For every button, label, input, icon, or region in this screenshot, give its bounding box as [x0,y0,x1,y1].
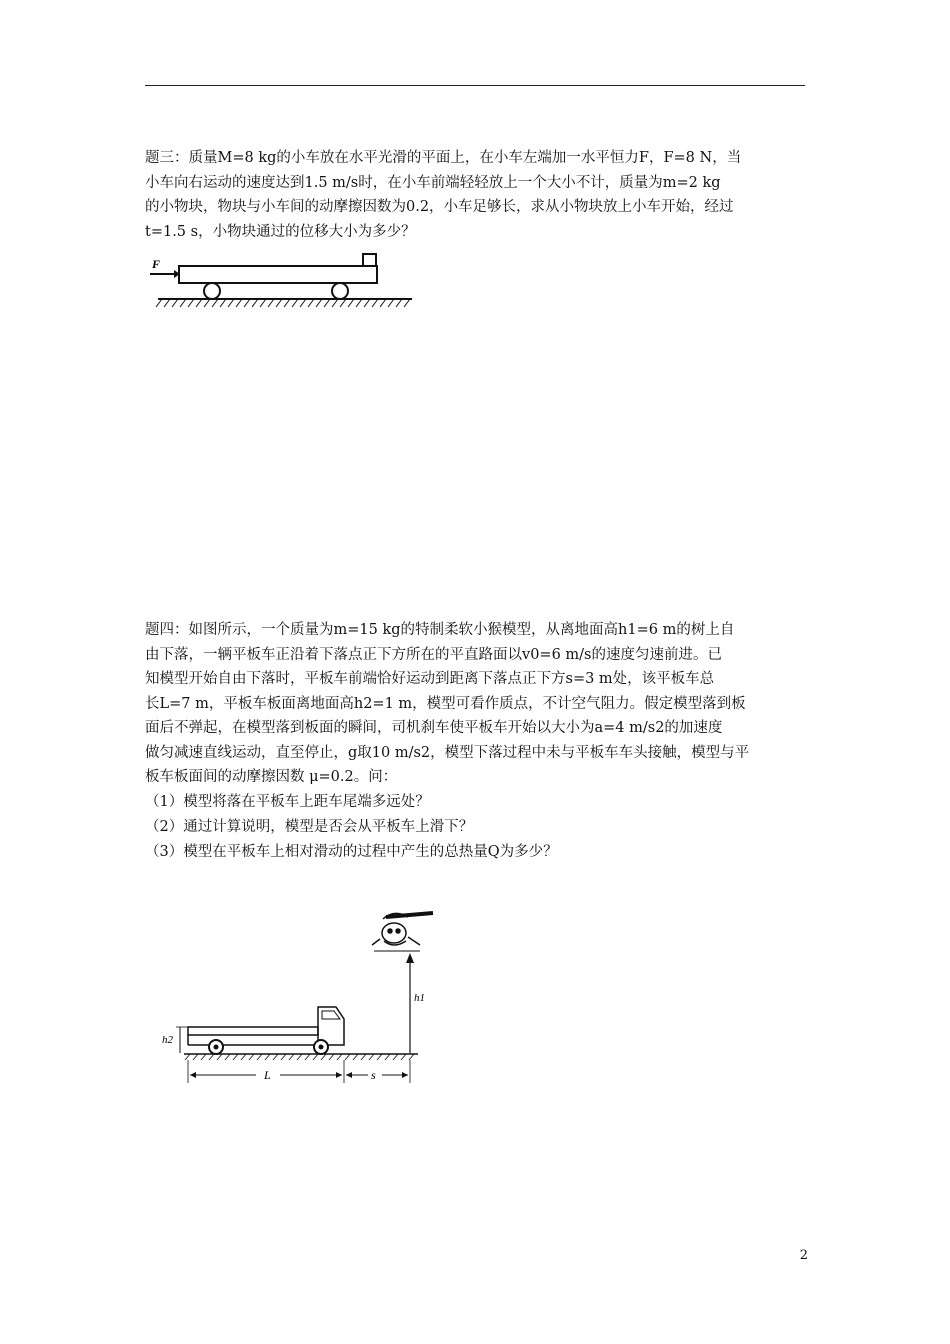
cart-wheel-right [332,283,348,299]
question-1: （1）模型将落在平板车上距车尾端多远处？ [145,794,430,810]
h1-label: h1 [414,992,425,1004]
page-number: 2 [799,1248,808,1263]
road-hatching [185,1054,414,1060]
problem-4-line-1: 题四：如图所示，一个质量为m=15 kg的特制柔软小猴模型，从离地面高h1=6 m的树上自 [145,622,735,638]
s-arrow-left [346,1072,352,1078]
monkey-figure [372,913,433,945]
s-label: s [371,1068,376,1082]
L-arrow-left [190,1072,196,1078]
h2-label: h2 [162,1034,173,1046]
force-label: F [152,257,161,271]
truck-wheel-rear-hub [214,1045,219,1050]
L-arrow-right [336,1072,342,1078]
problem-4-text [145,618,810,790]
truck-bed [188,1027,318,1035]
truck-window [322,1011,340,1019]
header-rule [145,85,805,86]
problem-4-line-7: 板车板面间的动摩擦因数 μ=0.2。问： [145,769,398,785]
ground-hatching [156,299,410,307]
problem-3-line-4: t=1.5 s，小物块通过的位移大小为多少？ [145,223,416,240]
cart-body [179,266,377,283]
problem-4-line-4: 长L=7 m，平板车板面离地面高h2=1 m，模型可看作质点，不计空气阻力。假定模型落到板 [145,695,746,712]
small-block [363,254,376,266]
problem-3-line-1: 题三：质量M=8 kg的小车放在水平光滑的平面上，在小车左端加一水平恒力F，F=8 N，当 [145,150,742,166]
s-arrow-right [402,1072,408,1078]
problem-4-line-2: 由下落，一辆平板车正沿着下落点正下方所在的平直路面以v0=6 m/s的速度匀速前进。已 [145,646,722,663]
truck-monkey-diagram [158,905,438,1090]
truck-wheel-front-hub [319,1045,324,1050]
L-label: L [264,1068,271,1082]
problem-4-line-5: 面后不弹起，在模型落到板面的瞬间，司机刹车使平板车开始以大小为a=4 m/s2的加速度 [145,720,723,736]
question-2: （2）通过计算说明，模型是否会从平板车上滑下？ [145,819,474,835]
problem-3-line-2: 小车向右运动的速度达到1.5 m/s时，在小车前端轻轻放上一个大小不计，质量为m=2 kg [145,174,721,191]
h1-arrow-head [406,953,414,963]
problem-4-line-6: 做匀减速直线运动，直至停止，g取10 m/s2，模型下落过程中未与平板车车头接触，模型与平 [145,744,750,761]
cart-force-diagram [150,250,420,316]
problem-3-text [145,146,810,244]
problem-4-line-3: 知模型开始自由下落时，平板车前端恰好运动到距离下落点正下方s=3 m处，该平板车总 [145,671,715,687]
problem-3-line-3: 的小物块，物块与小车间的动摩擦因数为0.2，小车足够长，求从小物块放上小车开始，经过 [145,199,734,215]
cart-wheel-left [204,283,220,299]
question-3: （3）模型在平板车上相对滑动的过程中产生的总热量Q为多少？ [145,844,558,860]
